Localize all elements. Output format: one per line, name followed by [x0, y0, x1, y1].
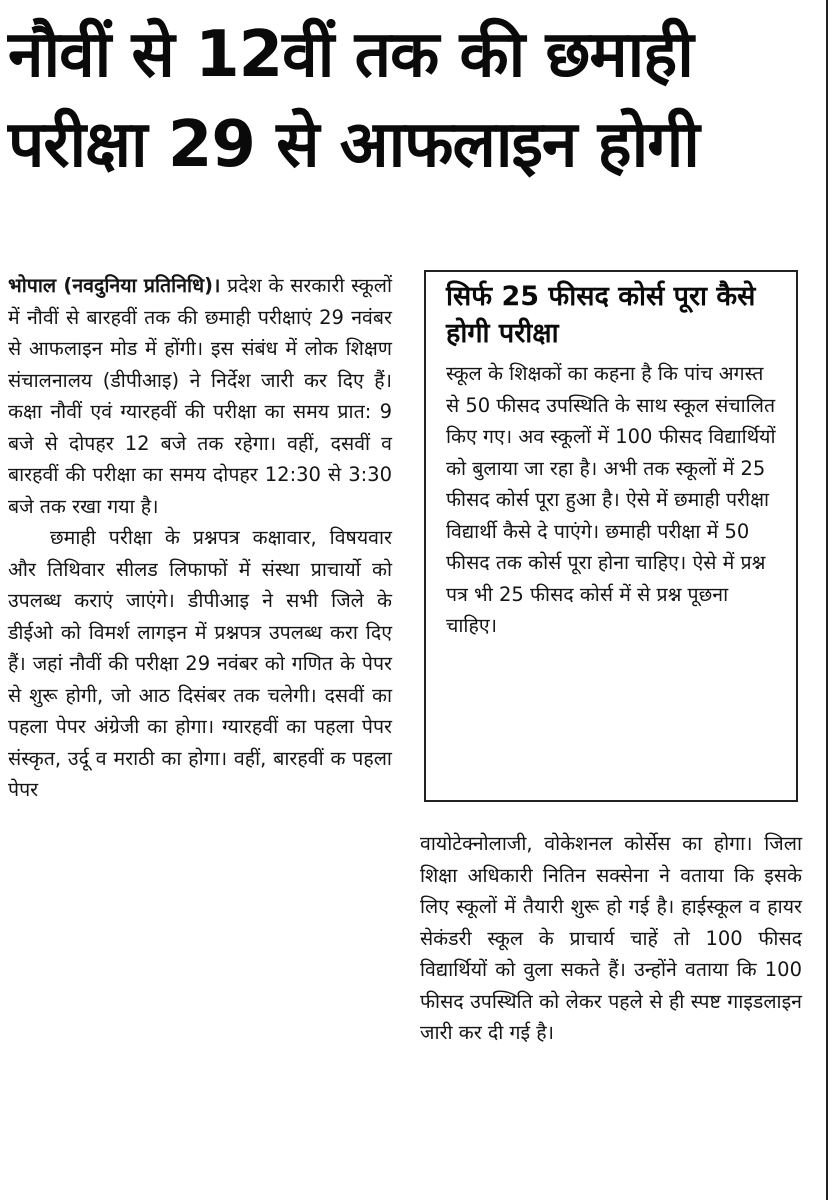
- column-rule: [826, 0, 828, 1200]
- article-para-2: छमाही परीक्षा के प्रश्नपत्र कक्षावार, विषयवार और तिथिवार सीलड लिफाफों में संस्था प्राचार्यो को उपलब्ध कराएं जाएंगे। डीपीआइ ने सभी जिले के डीईओ को विमर्श लागइन में प्रश्नपत्र उपलब्ध करा दिए हैं। जहां नौवीं की परीक्षा 29 नवंबर को गणित के पेपर से शुरू होगी, जो आठ दिसंबर तक चलेगी। दसवीं का पहला पेपर अंग्रेजी का होगा। ग्यारहवीं का पहला पेपर संस्कृत, उर्दू व मराठी का होगा। वहीं, बारहवीं क पहला पेपर: [8, 526, 392, 801]
- sidebar-box: [424, 270, 798, 802]
- article-para-1: [8, 270, 392, 522]
- article-para-3: वायोटेक्नोलाजी, वोकेशनल कोर्सेस का होगा। जिला शिक्षा अधिकारी नितिन सक्सेना ने वताया कि इसके लिए स्कूलों में तैयारी शुरू हो गई है। हाईस्कूल व हायर सेकंडरी स्कूल के प्राचार्य चाहें तो 100 फीसद विद्यार्थियों को वुला सकते हैं। उन्होंने वताया कि 100 फीसद उपस्थिति को लेकर पहले से ही स्पष्ट गाइडलाइन जारी कर दी गई है।: [420, 832, 802, 1044]
- sidebar-body: स्कूल के शिक्षकों का कहना है कि पांच अगस्त से 50 फीसद उपस्थिति के साथ स्कूल संचालित किए गए। अव स्कूलों में 100 फीसद विद्यार्थियों को बुलाया जा रहा है। अभी तक स्कूलों में 25 फीसद कोर्स पूरा हुआ है। ऐसे में छमाही परीक्षा विद्यार्थी कैसे दे पाएंगे। छमाही परीक्षा में 50 फीसद तक कोर्स पूरा होना चाहिए। ऐसे में प्रश्न पत्र भी 25 फीसद कोर्स में से प्रश्न पूछना चाहिए।: [446, 362, 776, 637]
- article-para-1-text: प्रदेश के सरकारी स्कूलों में नौवीं से बारहवीं तक की छमाही परीक्षाएं 29 नवंबर से आफलाइन मोड में होंगी। इस संबंध में लोक शिक्षण संचालनालय (डीपीआइ) ने निर्देश जारी कर दिए हैं। कक्षा नौवीं एवं ग्यारहवीं की परीक्षा का समय प्रात: 9 बजे से दोपहर 12 बजे तक रहेगा। वहीं, दसवीं व बारहवीं की परीक्षा का समय दोपहर 12:30 से 3:30 बजे तक रखा गया है।: [8, 274, 392, 518]
- dateline: भोपाल (नवदुनिया प्रतिनिधि)।: [8, 274, 221, 297]
- article-column-left: [8, 270, 392, 806]
- article-column-right: [420, 828, 802, 1049]
- headline-line-1: नौवीं से 12वीं तक की छमाही: [8, 18, 693, 92]
- headline: [8, 10, 818, 190]
- headline-line-2: परीक्षा 29 से आफलाइन होगी: [8, 108, 699, 182]
- sidebar-title: सिर्फ 25 फीसद कोर्स पूरा कैसे होगी परीक्षा: [446, 281, 756, 349]
